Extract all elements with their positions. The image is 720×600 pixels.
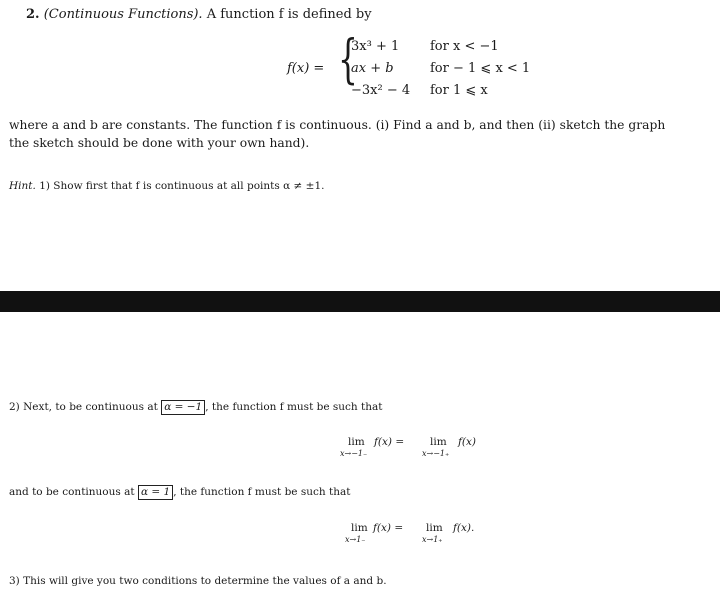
step2-equation bbox=[340, 436, 500, 466]
problem-intro: A function f is defined by bbox=[206, 7, 372, 22]
problem-body-line-1: where a and b are constants. The function f is continuous. (i) Find a and b, and then (ii) sketch the graph bbox=[9, 118, 666, 132]
step2-mid: f(x) = bbox=[374, 436, 405, 448]
step2-post: , the function f must be such that bbox=[205, 401, 383, 413]
step2-line bbox=[9, 400, 383, 415]
hint-label: Hint. bbox=[9, 180, 36, 192]
step2-boxed: α = −1 bbox=[161, 400, 205, 415]
case-1-cond: for x < −1 bbox=[430, 39, 499, 54]
left-brace: { bbox=[338, 30, 358, 90]
case-3-expr: −3x² − 4 bbox=[351, 83, 411, 98]
problem-heading bbox=[26, 7, 372, 22]
step2-lim2-sub: x→−1₊ bbox=[422, 449, 450, 458]
step2b-lim2: lim bbox=[426, 522, 443, 534]
step2b-equation bbox=[345, 522, 505, 552]
hint-line bbox=[9, 180, 324, 192]
case-2-cond: for − 1 ⩽ x < 1 bbox=[430, 61, 531, 76]
step2b-end: f(x). bbox=[453, 522, 475, 534]
step2b-boxed: α = 1 bbox=[138, 485, 173, 500]
step2-end: f(x) bbox=[458, 436, 477, 448]
step2-lim2: lim bbox=[430, 436, 447, 448]
step2b-lim2-sub: x→1₊ bbox=[422, 535, 443, 544]
problem-body-line-2: the sketch should be done with your own hand). bbox=[9, 136, 310, 150]
case-3-cond: for 1 ⩽ x bbox=[430, 83, 488, 98]
divider-bar bbox=[0, 291, 720, 312]
step2b-lim1-sub: x→1₋ bbox=[345, 535, 366, 544]
step2b-post: , the function f must be such that bbox=[173, 486, 351, 498]
step2-lim1-sub: x→−1₋ bbox=[340, 449, 368, 458]
step2-pre: 2) Next, to be continuous at bbox=[9, 401, 158, 413]
case-2-expr: ax + b bbox=[351, 61, 394, 76]
case-1-expr: 3x³ + 1 bbox=[351, 39, 400, 54]
step2b-pre: and to be continuous at bbox=[9, 486, 135, 498]
step2-lim1: lim bbox=[348, 436, 365, 448]
step2b-line bbox=[9, 485, 350, 500]
problem-title: (Continuous Functions). bbox=[43, 7, 203, 22]
step2b-lim1: lim bbox=[351, 522, 368, 534]
step3-line: 3) This will give you two conditions to determine the values of a and b. bbox=[9, 575, 387, 587]
problem-number: 2. bbox=[26, 7, 40, 22]
hint-text: 1) Show first that f is continuous at all points α ≠ ±1. bbox=[39, 180, 325, 192]
step2b-mid: f(x) = bbox=[373, 522, 404, 534]
function-lhs: f(x) = bbox=[287, 61, 325, 76]
